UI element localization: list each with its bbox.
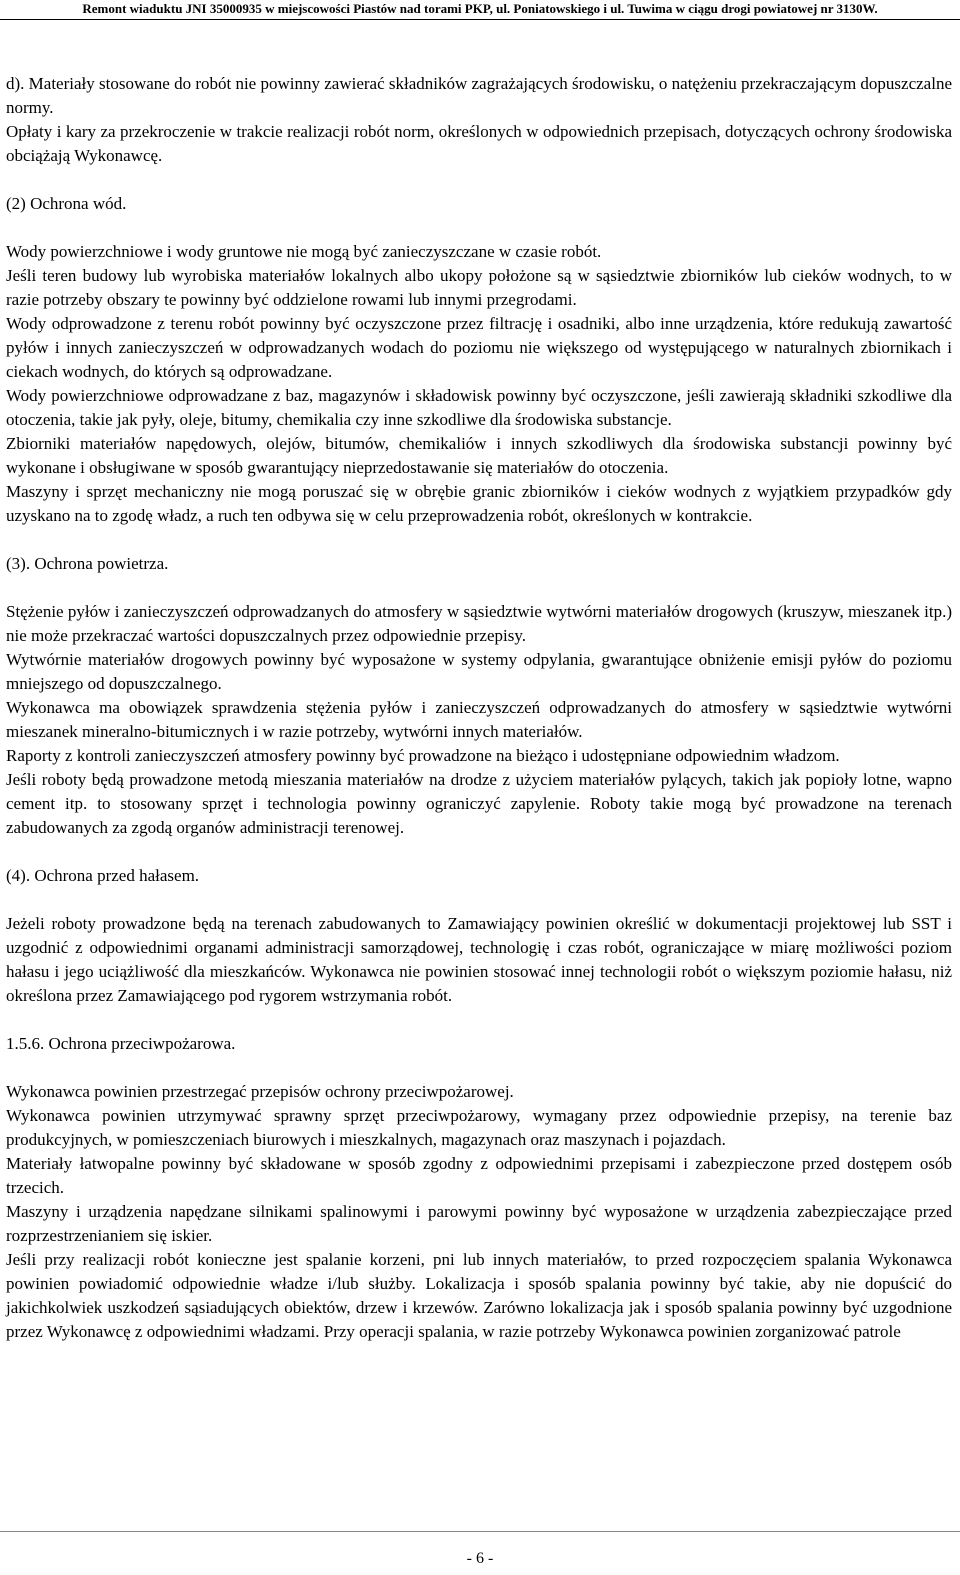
paragraph: Maszyny i sprzęt mechaniczny nie mogą poruszać się w obrębie granic zbiorników i cieków wodnych z wyjątkiem przypadków gdy uzyskano na to zgodę władz, a ruch ten odbywa się w celu przeprowadzenia robót, określonych w kontrakcie.: [6, 482, 952, 525]
section-heading: (3). Ochrona powietrza.: [6, 554, 169, 573]
paragraph: Materiały łatwopalne powinny być składowane w sposób zgodny z odpowiednimi przepisami i zabezpieczone przed dostępem osób trzecich.: [6, 1154, 952, 1197]
section-heading: 1.5.6. Ochrona przeciwpożarowa.: [6, 1034, 236, 1053]
paragraph: Jeśli przy realizacji robót konieczne jest spalanie korzeni, pni lub innych materiałów, to przed rozpoczęciem spalania Wykonawca powinien powiadomić odpowiednie władze i/lub służby. Lokalizacja i sposób spalania powinny być takie, aby nie dopuścić do jakichkolwiek uszkodzeń sąsiadujących obiektów, drzew i krzewów. Zarówno lokalizacja jak i sposób spalania powinny być uzgodnione przez Wykonawcę z odpowiednimi władzami. Przy operacji spalania, w razie potrzeby Wykonawca powinien zorganizować patrole: [6, 1250, 952, 1341]
paragraph: d). Materiały stosowane do robót nie powinny zawierać składników zagrażających środowisku, o natężeniu przekraczającym dopuszczalne normy.: [6, 74, 952, 117]
paragraph: Maszyny i urządzenia napędzane silnikami spalinowymi i parowymi powinny być wyposażone w urządzenia zabezpieczające przed rozprzestrzenianiem się iskier.: [6, 1202, 952, 1245]
paragraph: Jeśli roboty będą prowadzone metodą mieszania materiałów na drodze z użyciem materiałów pylących, takich jak popioły lotne, wapno cement itp. to stosowany sprzęt i technologia powinny ograniczyć zapylenie. Roboty takie mogą być prowadzone na terenach zabudowanych za zgodą organów administracji terenowej.: [6, 770, 952, 837]
paragraph: Zbiorniki materiałów napędowych, olejów, bitumów, chemikaliów i innych szkodliwych dla środowiska substancji powinny być wykonane i obsługiwane w sposób gwarantujący nieprzedostawanie się materiałów do otoczenia.: [6, 434, 952, 477]
paragraph: Stężenie pyłów i zanieczyszczeń odprowadzanych do atmosfery w sąsiedztwie wytwórni materiałów drogowych (kruszyw, mieszanek itp.) nie może przekraczać wartości dopuszczalnych przez odpowiednie przepisy.: [6, 602, 952, 645]
paragraph: Wytwórnie materiałów drogowych powinny być wyposażone w systemy odpylania, gwarantujące obniżenie emisji pyłów do poziomu mniejszego od dopuszczalnego.: [6, 650, 952, 693]
paragraph: Jeżeli roboty prowadzone będą na terenach zabudowanych to Zamawiający powinien określić w dokumentacji projektowej lub SST i uzgodnić z odpowiednimi organami administracji samorządowej, technologię i czas robót, ograniczające w miarę możliwości poziom hałasu i jego uciążliwość dla mieszkańców. Wykonawca nie powinien stosować innej technologii robót o większym poziomie hałasu, niż określona przez Zamawiającego pod rygorem wstrzymania robót.: [6, 914, 952, 1005]
section-heading: (2) Ochrona wód.: [6, 194, 127, 213]
paragraph: Jeśli teren budowy lub wyrobiska materiałów lokalnych albo ukopy położone są w sąsiedztwie zbiorników lub cieków wodnych, to w razie potrzeby obszary te powinny być oddzielone rowami lub innymi przegrodami.: [6, 266, 952, 309]
header-divider: [0, 19, 960, 20]
paragraph: Opłaty i kary za przekroczenie w trakcie realizacji robót norm, określonych w odpowiednich przepisach, dotyczących ochrony środowiska obciążają Wykonawcę.: [6, 122, 952, 165]
paragraph: Wykonawca ma obowiązek sprawdzenia stężenia pyłów i zanieczyszczeń odprowadzanych do atmosfery w sąsiedztwie wytwórni mieszanek mineralno-bitumicznych i w razie potrzeby, wytwórni innych materiałów.: [6, 698, 952, 741]
paragraph: Wody powierzchniowe odprowadzane z baz, magazynów i składowisk powinny być oczyszczone, jeśli zawierają składniki szkodliwe dla otoczenia, takie jak pyły, oleje, bitumy, chemikalia czy inne szkodliwe dla środowiska substancje.: [6, 386, 952, 429]
paragraph: Wykonawca powinien przestrzegać przepisów ochrony przeciwpożarowej.: [6, 1082, 514, 1101]
paragraph: Raporty z kontroli zanieczyszczeń atmosfery powinny być prowadzone na bieżąco i udostępniane odpowiednim władzom.: [6, 746, 840, 765]
page-header: Remont wiaduktu JNI 35000935 w miejscowości Piastów nad torami PKP, ul. Poniatowskiego i ul. Tuwima w ciągu drogi powiatowej nr 3130W.: [82, 1, 878, 16]
paragraph: Wody powierzchniowe i wody gruntowe nie mogą być zanieczyszczane w czasie robót.: [6, 242, 602, 261]
footer-divider: [0, 1531, 960, 1532]
document-body: [6, 72, 952, 1344]
page-number: - 6 -: [466, 1550, 494, 1567]
section-heading: (4). Ochrona przed hałasem.: [6, 866, 200, 885]
paragraph: Wykonawca powinien utrzymywać sprawny sprzęt przeciwpożarowy, wymagany przez odpowiednie przepisy, na terenie baz produkcyjnych, w pomieszczeniach biurowych i mieszkalnych, magazynach oraz maszynach i pojazdach.: [6, 1106, 952, 1149]
paragraph: Wody odprowadzone z terenu robót powinny być oczyszczone przez filtrację i osadniki, albo inne urządzenia, które redukują zawartość pyłów i innych zanieczyszczeń w odprowadzanych wodach do poziomu nie większego od występującego w naturalnych zbiornikach i ciekach wodnych, do których są odprowadzane.: [6, 314, 952, 381]
